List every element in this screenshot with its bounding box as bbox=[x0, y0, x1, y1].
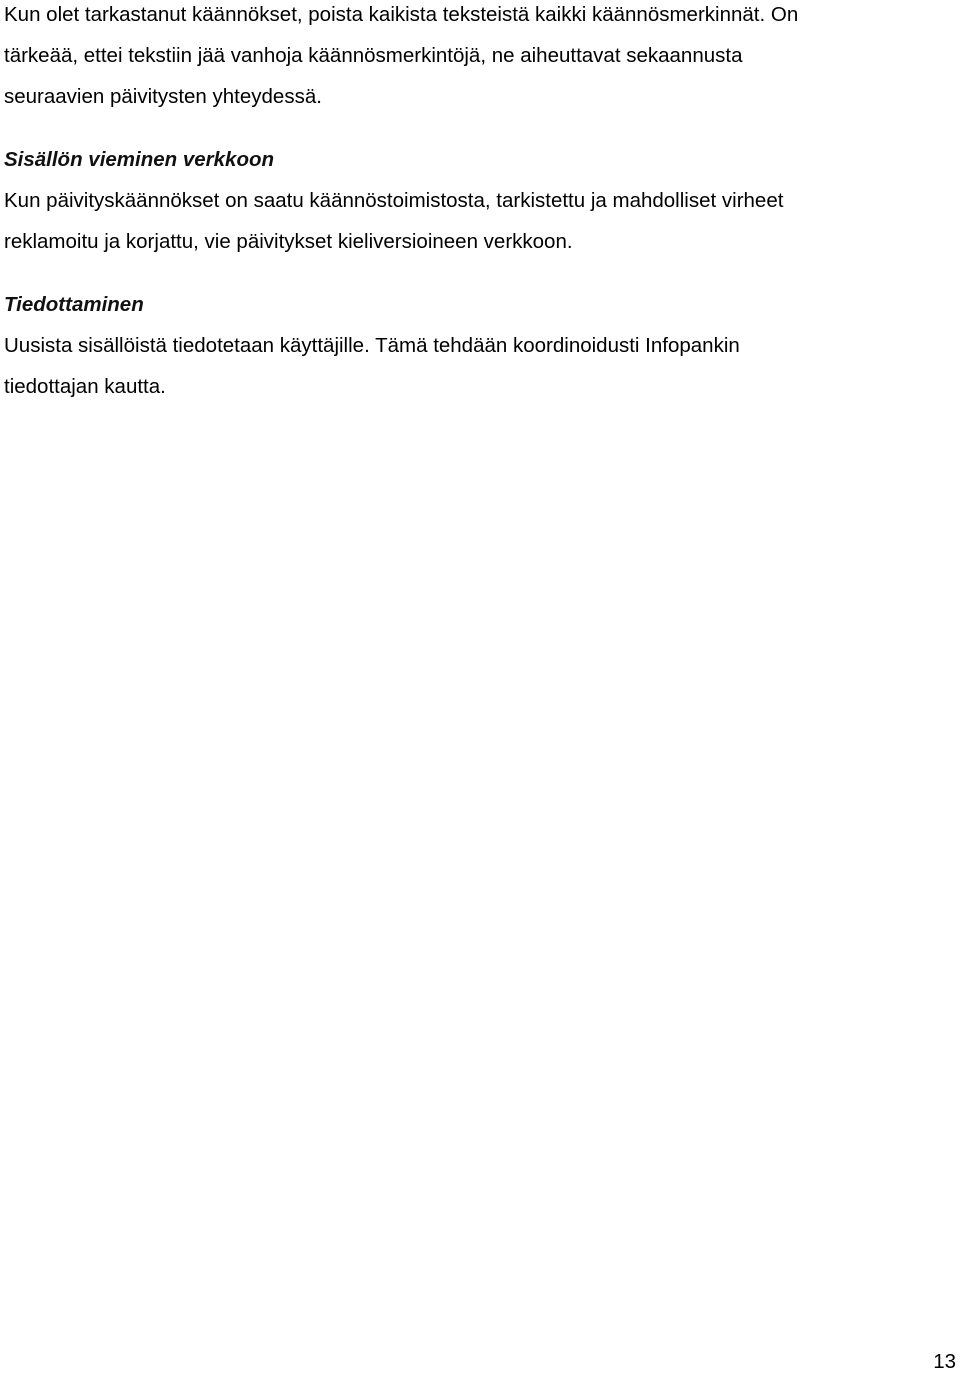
paragraph-spacer bbox=[4, 262, 934, 284]
section-content-publishing bbox=[4, 139, 934, 262]
paragraph-line: reklamoitu ja korjattu, vie päivitykset kieliversioineen verkkoon. bbox=[4, 230, 573, 253]
section-paragraph bbox=[4, 325, 934, 407]
section-heading: Tiedottaminen bbox=[4, 293, 144, 316]
paragraph-line: seuraavien päivitysten yhteydessä. bbox=[4, 85, 322, 108]
paragraph-line: Uusista sisällöistä tiedotetaan käyttäjille. Tämä tehdään koordinoidusti Infopankin bbox=[4, 334, 740, 357]
page-content bbox=[4, 0, 934, 407]
paragraph-spacer bbox=[4, 117, 934, 139]
paragraph-line: tiedottajan kautta. bbox=[4, 375, 166, 398]
paragraph-line: tärkeää, ettei tekstiin jää vanhoja käännösmerkintöjä, ne aiheuttavat sekaannusta bbox=[4, 44, 743, 67]
page-number: 13 bbox=[933, 1350, 956, 1373]
section-paragraph bbox=[4, 180, 934, 262]
section-communication bbox=[4, 284, 934, 407]
intro-paragraph bbox=[4, 0, 934, 117]
paragraph-line: Kun päivityskäännökset on saatu käännöstoimistosta, tarkistettu ja mahdolliset virheet bbox=[4, 189, 784, 212]
paragraph-line: Kun olet tarkastanut käännökset, poista kaikista teksteistä kaikki käännösmerkinnät. On bbox=[4, 3, 799, 26]
section-heading: Sisällön vieminen verkkoon bbox=[4, 148, 275, 171]
